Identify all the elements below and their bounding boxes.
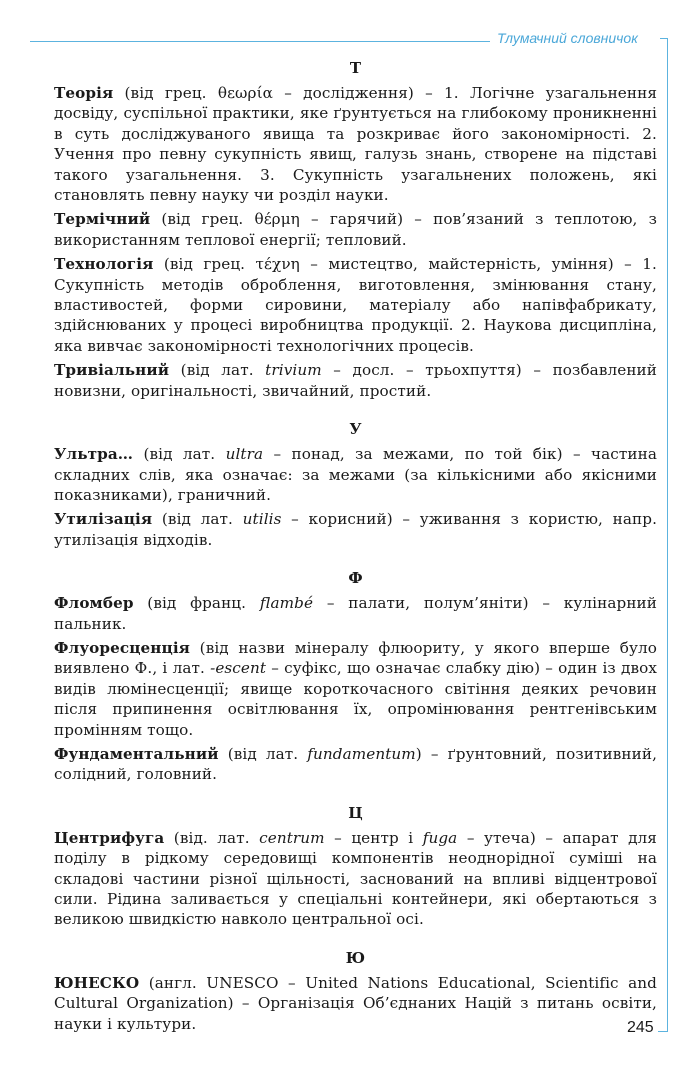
entry-text: (від лат.: [169, 361, 266, 380]
entry-utylizatsiya: [54, 509, 657, 550]
entry-etymon: flambé: [259, 594, 314, 613]
entry-fundamentalnyi: [54, 744, 657, 785]
entry-text: – дослідження) – 1. Логічне узагальнення досвіду, суспільної практики, яке ґрунтується на глибокому проникненні в суть досліджуваного явища та розкриває його закономірності. 2. Учення про певну сукупність явищ, галузь знань, створене на підставі такого узагальнення. 3. Сукупність узагальнених положень, які становлять певну науку чи розділ науки.: [54, 84, 657, 205]
term: Технологія: [54, 255, 154, 274]
entry-etymon: ultra: [225, 445, 264, 464]
entry-text: (від грец.: [153, 255, 256, 274]
letter-heading-ts: Ц: [348, 803, 363, 822]
entry-text: (від лат.: [218, 744, 308, 763]
entry-text: (від. лат.: [164, 828, 260, 847]
entry-text: (від грец.: [150, 210, 255, 229]
glossary-content: [54, 58, 657, 1038]
term: ЮНЕСКО: [54, 973, 140, 992]
entry-flomber: [54, 593, 657, 634]
letter-heading-yu: Ю: [345, 948, 366, 967]
entry-etymon: trivium: [265, 361, 322, 380]
entry-text: – центр і: [324, 828, 423, 847]
entry-ultra: [54, 444, 657, 505]
entry-text: – мистецтво, майстерність, уміння) – 1. Сукупність методів оброблення, виготовлення, змінювання стану, властивостей, форми сировини, матеріалу або напівфабрикату, здійснюваних у процесі виробництва продукції. 2. Наукова дисципліна, яка вивчає закономірності технологічних процесів.: [54, 255, 657, 355]
page-number: 245: [627, 1019, 654, 1036]
term: Ультра…: [54, 445, 134, 464]
entry-text: (від лат.: [152, 510, 243, 529]
header-rule: [30, 41, 490, 42]
entry-text: – палати, полум’яніти) – кулінарний пальник.: [54, 594, 657, 633]
entry-text: – утеча) – апарат для поділу в рідкому середовищі компонентів неоднорідної суміші на складові частини різної щільності, заснований на впливі відцентрової сили. Рідина заливається у спеціальні контейнери, які обертаються з великою швидкістю навколо центральної осі.: [54, 828, 657, 929]
letter-heading-f: Ф: [348, 569, 363, 588]
entry-text: (англ. UNESCO – United Nations Educational, Scientific and Cultural Organization) – Організація Об’єднаних Націй з питань освіти, науки і культури.: [54, 973, 657, 1033]
section-gap: [54, 405, 657, 419]
frame-tick-top: [660, 38, 667, 39]
entry-text: – досл. – трьохпуття) – позбавлений новизни, оригінальності, звичайний, простий.: [54, 361, 657, 400]
term: Теорія: [54, 84, 114, 102]
term: Термічний: [54, 210, 151, 229]
entry-text: (від грец.: [113, 84, 218, 102]
entry-text: ) – ґрунтовний, позитивний, солідний, головний.: [54, 744, 657, 784]
term: Центрифуга: [54, 828, 165, 847]
frame-side-rule: [667, 38, 668, 1031]
entry-text: (від франц.: [133, 594, 260, 613]
entry-teoriya: [54, 83, 657, 205]
term: Фломбер: [54, 594, 134, 613]
entry-text: – гарячий) – пов’язаний з теплотою, з використанням теплової енергії; тепловий.: [54, 210, 657, 249]
entry-tryvialnyi: [54, 360, 657, 401]
entry-etymon: utilis: [242, 510, 282, 529]
entry-tekhnolohiya: [54, 254, 657, 356]
entry-etymon: θέρμη: [254, 210, 300, 229]
entry-etymon: centrum: [259, 828, 325, 847]
section-gap: [54, 554, 657, 568]
entry-etymon: τέχνη: [255, 255, 300, 274]
entry-text: (від лат.: [133, 445, 226, 464]
term: Тривіальний: [54, 361, 170, 380]
term: Утилізація: [54, 510, 153, 529]
entry-tsentryfuha: [54, 828, 657, 930]
entry-termichnyi: [54, 209, 657, 250]
letter-heading-t: Т: [349, 59, 362, 77]
entry-fluorestsentsiya: [54, 638, 657, 740]
entry-etymon: fuga: [422, 828, 458, 847]
entry-etymon: fundamentum: [307, 744, 416, 763]
section-gap: [54, 789, 657, 803]
entry-text: – корисний) – уживання з користю, напр. утилізація відходів.: [54, 510, 657, 549]
entry-text: – понад, за межами, по той бік) – частина складних слів, яка означає: за межами (за кількісними або якісними показниками), граничний.: [54, 445, 658, 504]
entry-etymon: -escent: [210, 659, 267, 678]
section-gap: [54, 934, 657, 948]
entry-text: – суфікс, що означає слабку дію) – один із двох видів люмінесценції; явище короткочасного світіння деяких речовин після припинення освітлювання їх, опромінювання рентгенівським промінням тощо.: [54, 659, 658, 739]
letter-heading-u: У: [349, 420, 362, 439]
running-header-title: Тлумачний словничок: [497, 30, 638, 46]
frame-tick-bottom: [658, 1031, 668, 1032]
term: Фундаментальний: [54, 744, 219, 763]
entry-etymon: θεωρία: [217, 84, 273, 102]
term: Флуоресценція: [54, 638, 191, 657]
entry-yunesko: [54, 973, 657, 1034]
entry-text: (від назви мінералу флюориту, у якого вперше було виявлено Ф., і лат.: [54, 638, 657, 678]
